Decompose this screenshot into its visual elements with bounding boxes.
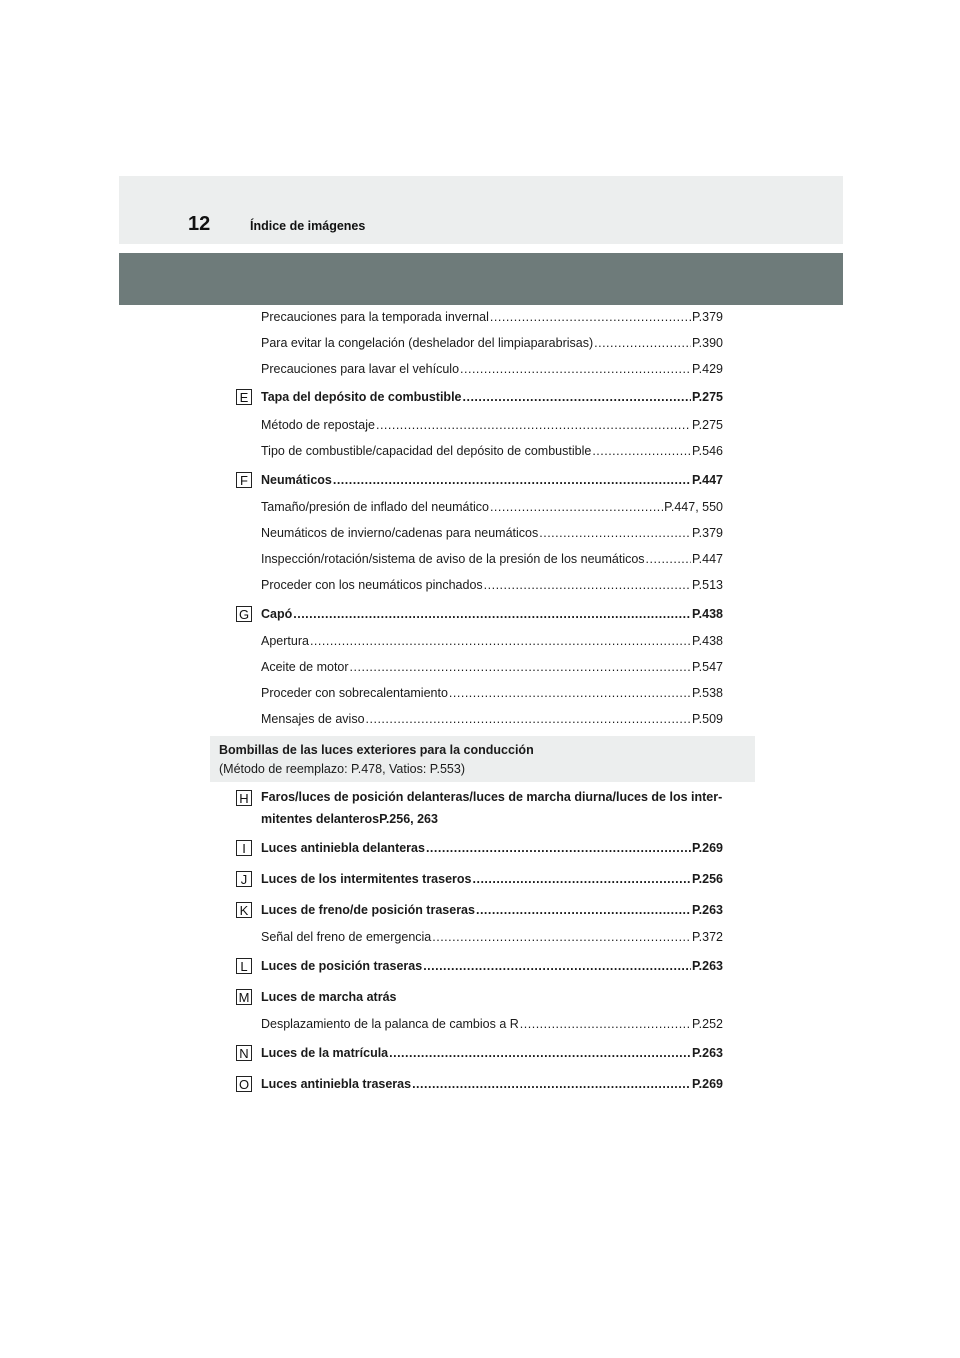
index-entry-main[interactable] (261, 473, 723, 488)
index-entry-main[interactable] (261, 872, 723, 887)
entry-label-line1: Faros/luces de posición delanteras/luces de marcha diurna/luces de los inter- (261, 790, 723, 804)
callout-letter-i: I (236, 840, 252, 856)
entry-label-line2: mitentes delanteros (261, 812, 380, 826)
leader-dots (376, 418, 691, 433)
leader-dots (484, 578, 691, 593)
leader-dots (592, 444, 691, 459)
entry-page-ref[interactable]: P.438 (691, 607, 723, 621)
leader-dots (473, 872, 691, 887)
leader-dots (520, 1017, 691, 1032)
leader-dots (389, 1046, 691, 1061)
index-entry-main[interactable] (261, 390, 723, 405)
entry-page-ref[interactable]: P.372 (691, 930, 723, 944)
leader-dots (350, 660, 691, 675)
entry-label: Para evitar la congelación (deshelador del limpiaparabrisas) (261, 336, 594, 350)
leader-dots (426, 841, 691, 856)
entry-page-ref[interactable]: P.256, 263 (379, 812, 438, 826)
leader-dots (333, 473, 691, 488)
leader-dots (646, 552, 691, 567)
entry-page-ref[interactable]: P.275 (691, 418, 723, 432)
header-band (119, 176, 843, 244)
index-entry-main[interactable] (261, 1046, 723, 1061)
leader-dots (423, 959, 691, 974)
entry-label: Desplazamiento de la palanca de cambios a R (261, 1017, 519, 1031)
index-entry[interactable] (261, 660, 723, 675)
callout-letter-o: O (236, 1076, 252, 1092)
exterior-bulbs-notice (210, 736, 755, 782)
entry-page-ref[interactable]: P.263 (691, 1046, 723, 1060)
entry-label: Luces de freno/de posición traseras (261, 903, 475, 917)
entry-label: Aceite de motor (261, 660, 349, 674)
index-entry[interactable] (261, 578, 723, 593)
callout-letter-j: J (236, 871, 252, 887)
entry-page-ref[interactable]: P.269 (691, 841, 723, 855)
entry-label: Luces de posición traseras (261, 959, 423, 973)
callout-letter-h: H (236, 790, 252, 806)
leader-dots (366, 712, 691, 727)
leader-dots (539, 526, 691, 541)
entry-page-ref[interactable]: P.256 (691, 872, 723, 886)
entry-label: Proceder con sobrecalentamiento (261, 686, 448, 700)
index-entry-main[interactable] (261, 903, 723, 918)
index-entry[interactable] (261, 336, 723, 351)
entry-label: Señal del freno de emergencia (261, 930, 432, 944)
callout-letter-f: F (236, 472, 252, 488)
index-entry-main[interactable] (261, 786, 743, 830)
entry-label: Neumáticos de invierno/cadenas para neumáticos (261, 526, 539, 540)
entry-page-ref[interactable]: P.379 (691, 310, 723, 324)
entry-page-ref[interactable]: P.447 (691, 552, 723, 566)
index-entry-main[interactable] (261, 959, 723, 974)
entry-page-ref[interactable]: P.447 (691, 473, 723, 487)
leader-dots (412, 1077, 691, 1092)
entry-page-ref[interactable]: P.546 (691, 444, 723, 458)
index-entry[interactable] (261, 526, 723, 541)
entry-label: Luces de los intermitentes traseros (261, 872, 472, 886)
entry-page-ref[interactable]: P.379 (691, 526, 723, 540)
entry-label: Mensajes de aviso (261, 712, 365, 726)
callout-letter-k: K (236, 902, 252, 918)
index-entry[interactable] (261, 362, 723, 377)
section-banner (119, 253, 843, 305)
callout-letter-n: N (236, 1045, 252, 1061)
index-entry[interactable] (261, 634, 723, 649)
entry-label: Neumáticos (261, 473, 332, 487)
leader-dots (476, 903, 691, 918)
entry-page-ref[interactable]: P.509 (691, 712, 723, 726)
leader-dots (449, 686, 691, 701)
leader-dots (594, 336, 691, 351)
index-entry-main[interactable] (261, 607, 723, 622)
entry-page-ref[interactable]: P.275 (691, 390, 723, 404)
index-entry[interactable] (261, 552, 723, 567)
index-entry[interactable] (261, 500, 723, 515)
entry-label: Proceder con los neumáticos pinchados (261, 578, 483, 592)
entry-page-ref[interactable]: P.447, 550 (664, 500, 723, 514)
entry-page-ref[interactable]: P.269 (691, 1077, 723, 1091)
leader-dots (293, 607, 691, 622)
entry-label: Método de repostaje (261, 418, 375, 432)
entry-label: Tapa del depósito de combustible (261, 390, 462, 404)
entry-label: Tamaño/presión de inflado del neumático (261, 500, 489, 514)
entry-page-ref[interactable]: P.390 (691, 336, 723, 350)
index-entry[interactable] (261, 310, 723, 325)
entry-label: Tipo de combustible/capacidad del depósito de combustible (261, 444, 592, 458)
index-entry[interactable] (261, 444, 723, 459)
entry-page-ref[interactable]: P.513 (691, 578, 723, 592)
entry-label: Luces de la matrícula (261, 1046, 389, 1060)
section-title: Índice de imágenes (250, 219, 366, 233)
entry-label: Luces antiniebla delanteras (261, 841, 425, 855)
entry-label: Precauciones para lavar el vehículo (261, 362, 460, 376)
index-entry[interactable] (261, 930, 723, 945)
index-entry-main (261, 990, 723, 1005)
entry-label: Apertura (261, 634, 309, 648)
index-entry[interactable] (261, 686, 723, 701)
entry-page-ref[interactable]: P.429 (691, 362, 723, 376)
notice-subtitle: (Método de reemplazo: P.478, Vatios: P.553) (219, 762, 465, 776)
entry-label: Capó (261, 607, 293, 621)
index-entry[interactable] (261, 418, 723, 433)
callout-letter-m: M (236, 989, 252, 1005)
entry-page-ref[interactable]: P.438 (691, 634, 723, 648)
notice-title: Bombillas de las luces exteriores para la conducción (219, 743, 534, 757)
entry-label: Precauciones para la temporada invernal (261, 310, 489, 324)
entry-label: Inspección/rotación/sistema de aviso de la presión de los neumáticos (261, 552, 645, 566)
entry-page-ref[interactable]: P.252 (691, 1017, 723, 1031)
page-number: 12 (188, 213, 211, 235)
entry-page-ref[interactable]: P.538 (691, 686, 723, 700)
entry-label: Luces de marcha atrás (261, 990, 397, 1004)
index-entry[interactable] (261, 712, 723, 727)
entry-page-ref[interactable]: P.547 (691, 660, 723, 674)
callout-letter-g: G (236, 606, 252, 622)
leader-dots (460, 362, 691, 377)
entry-label: Luces antiniebla traseras (261, 1077, 412, 1091)
callout-letter-l: L (236, 958, 252, 974)
leader-dots (310, 634, 691, 649)
index-entry-main[interactable] (261, 841, 723, 856)
leader-dots (463, 390, 691, 405)
leader-dots (432, 930, 691, 945)
entry-page-ref[interactable]: P.263 (691, 903, 723, 917)
entry-page-ref[interactable]: P.263 (691, 959, 723, 973)
callout-letter-e: E (236, 389, 252, 405)
leader-dots (490, 310, 691, 325)
index-entry[interactable] (261, 1017, 723, 1032)
index-entry-main[interactable] (261, 1077, 723, 1092)
leader-dots (490, 500, 663, 515)
